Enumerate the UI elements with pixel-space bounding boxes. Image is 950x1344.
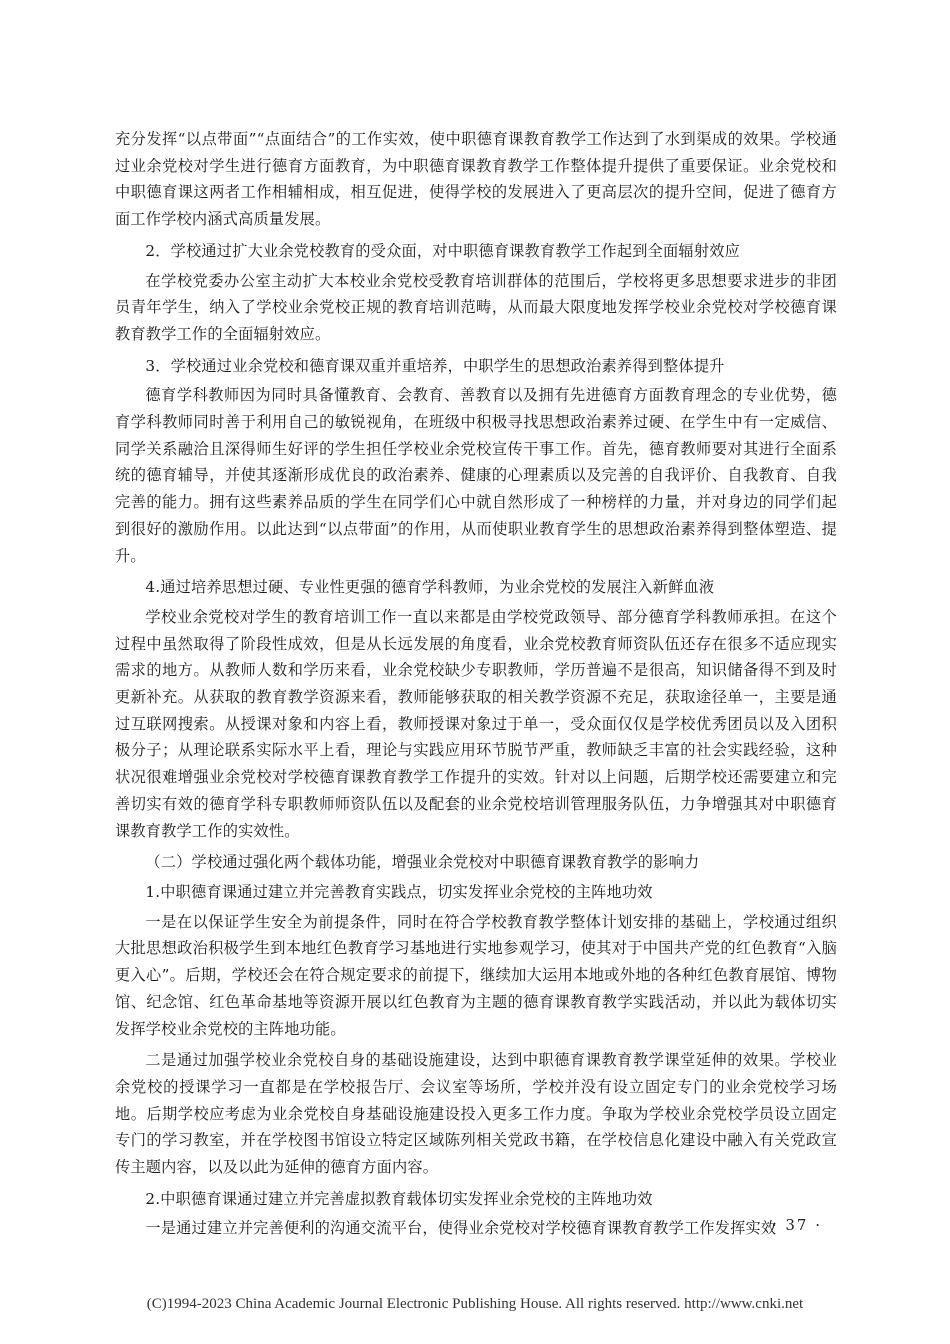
paragraph: 德育学科教师因为同时具备懂教育、会教育、善教育以及拥有先进德育方面教育理念的专业优势，德育学科教师同时善于利用自己的敏锐视角，在班级中积极寻找思想政治素养过硬、在学生中有一定威信、同学关系融洽且深得师生好评的学生担任学校业余党校宣传干事工作。首先，德育教师要对其进行全面系统的德育辅导，并使其逐渐形成优良的政治素养、健康的心理素质以及完善的自我评价、自我教育、自我完善的能力。拥有这些素养品质的学生在同学们心中就自然形成了一种榜样的力量，并对身边的同学们起到很好的激励作用。以此达到“以点带面”的作用，从而使职业教育学生的思想政治素养得到整体塑造、提升。 — [115, 386, 837, 565]
section-heading-3: 3．学校通过业余党校和德育课双重并重培养，中职学生的思想政治素养得到整体提升 — [145, 356, 725, 375]
paragraph: 学校业余党校对学生的教育培训工作一直以来都是由学校党政领导、部分德育学科教师承担。在这个过程中虽然取得了阶段性成效，但是从长远发展的角度看，业余党校教育师资队伍还存在很多不适应现实需求的地方。从教师人数和学历来看，业余党校缺少专职教师，学历普遍不是很高，知识储备得不到及时更新补充。从获取的教育教学资源来看，教师能够获取的相关教学资源不充足，获取途径单一，主要是通过互联网搜索。从授课对象和内容上看，教师授课对象过于单一，受众面仅仅是学校优秀团员以及入团积极分子；从理论联系实际水平上看，理论与实践应用环节脱节严重，教师缺乏丰富的社会实践经验，这种状况很难增强业余党校对学校德育课教育教学工作提升的实效。针对以上问题，后期学校还需要建立和完善切实有效的德育学科专职教师师资队伍以及配套的业余党校培训管理服务队伍，力争增强其对中职德育课教育教学工作的实效性。 — [115, 607, 837, 840]
article-body — [115, 126, 837, 1247]
copyright-footer: (C)1994-2023 China Academic Journal Electronic Publishing House. All rights reserved. http://www.cnki.net — [146, 1296, 804, 1312]
paragraph: 一是通过建立并完善便利的沟通交流平台，使得业余党校对学校德育课教育教学工作发挥实效 — [145, 1219, 777, 1238]
subsection-heading-2: 2.中职德育课通过建立并完善虚拟教育载体切实发挥业余党校的主阵地功效 — [145, 1189, 653, 1208]
section-heading-2: 2．学校通过扩大业余党校教育的受众面，对中职德育课教育教学工作起到全面辐射效应 — [145, 241, 740, 260]
subsection-heading-1: 1.中职德育课通过建立并完善教育实践点，切实发挥业余党校的主阵地功效 — [145, 882, 653, 901]
paragraph: 在学校党委办公室主动扩大本校业余党校受教育培训群体的范围后，学校将更多思想要求进步的非团员青年学生，纳入了学校业余党校正规的教育培训范畴，从而最大限度地发挥学校业余党校对学校德育课教育教学工作的全面辐射效应。 — [115, 271, 837, 343]
paragraph: 二是通过加强学校业余党校自身的基础设施建设，达到中职德育课教育教学课堂延伸的效果。学校业余党校的授课学习一直都是在学校报告厅、会议室等场所，学校并没有设立固定专门的业余党校学习场地。后期学校应考虑为业余党校自身基础设施建设投入更多工作力度。争取为学校业余党校学员设立固定专门的学习教室，并在学校图书馆设立特定区域陈列相关党政书籍，在学校信息化建设中融入有关党政宣传主题内容，以及以此为延伸的德育方面内容。 — [115, 1051, 837, 1177]
paragraph-continuation: 充分发挥“以点带面”“点面结合”的工作实效，使中职德育课教育教学工作达到了水到渠成的效果。学校通过业余党校对学生进行德育方面教育，为中职德育课教育教学工作整体提升提供了重要保证。业余党校和中职德育课这两者工作相辅相成，相互促进，使得学校的发展进入了更高层次的提升空间，促进了德育方面工作学校内涵式高质量发展。 — [115, 130, 837, 229]
paragraph: 一是在以保证学生安全为前提条件，同时在符合学校教育教学整体计划安排的基础上，学校通过组织大批思想政治积极学生到本地红色教育学习基地进行实地参观学习，使其对于中国共产党的红色教育“入脑更入心”。后期，学校还会在符合规定要求的前提下，继续加大运用本地或外地的各种红色教育展馆、博物馆、纪念馆、红色革命基地等资源开展以红色教育为主题的德育课教育教学实践活动，并以此为载体切实发挥学校业余党校的主阵地功能。 — [115, 912, 837, 1038]
section-heading-4: 4.通过培养思想过硬、专业性更强的德育学科教师，为业余党校的发展注入新鲜血液 — [145, 578, 715, 597]
section-heading-part-2: （二）学校通过强化两个载体功能，增强业余党校对中职德育课教育教学的影响力 — [145, 853, 700, 872]
page-number: · 37 · — [771, 1216, 822, 1234]
